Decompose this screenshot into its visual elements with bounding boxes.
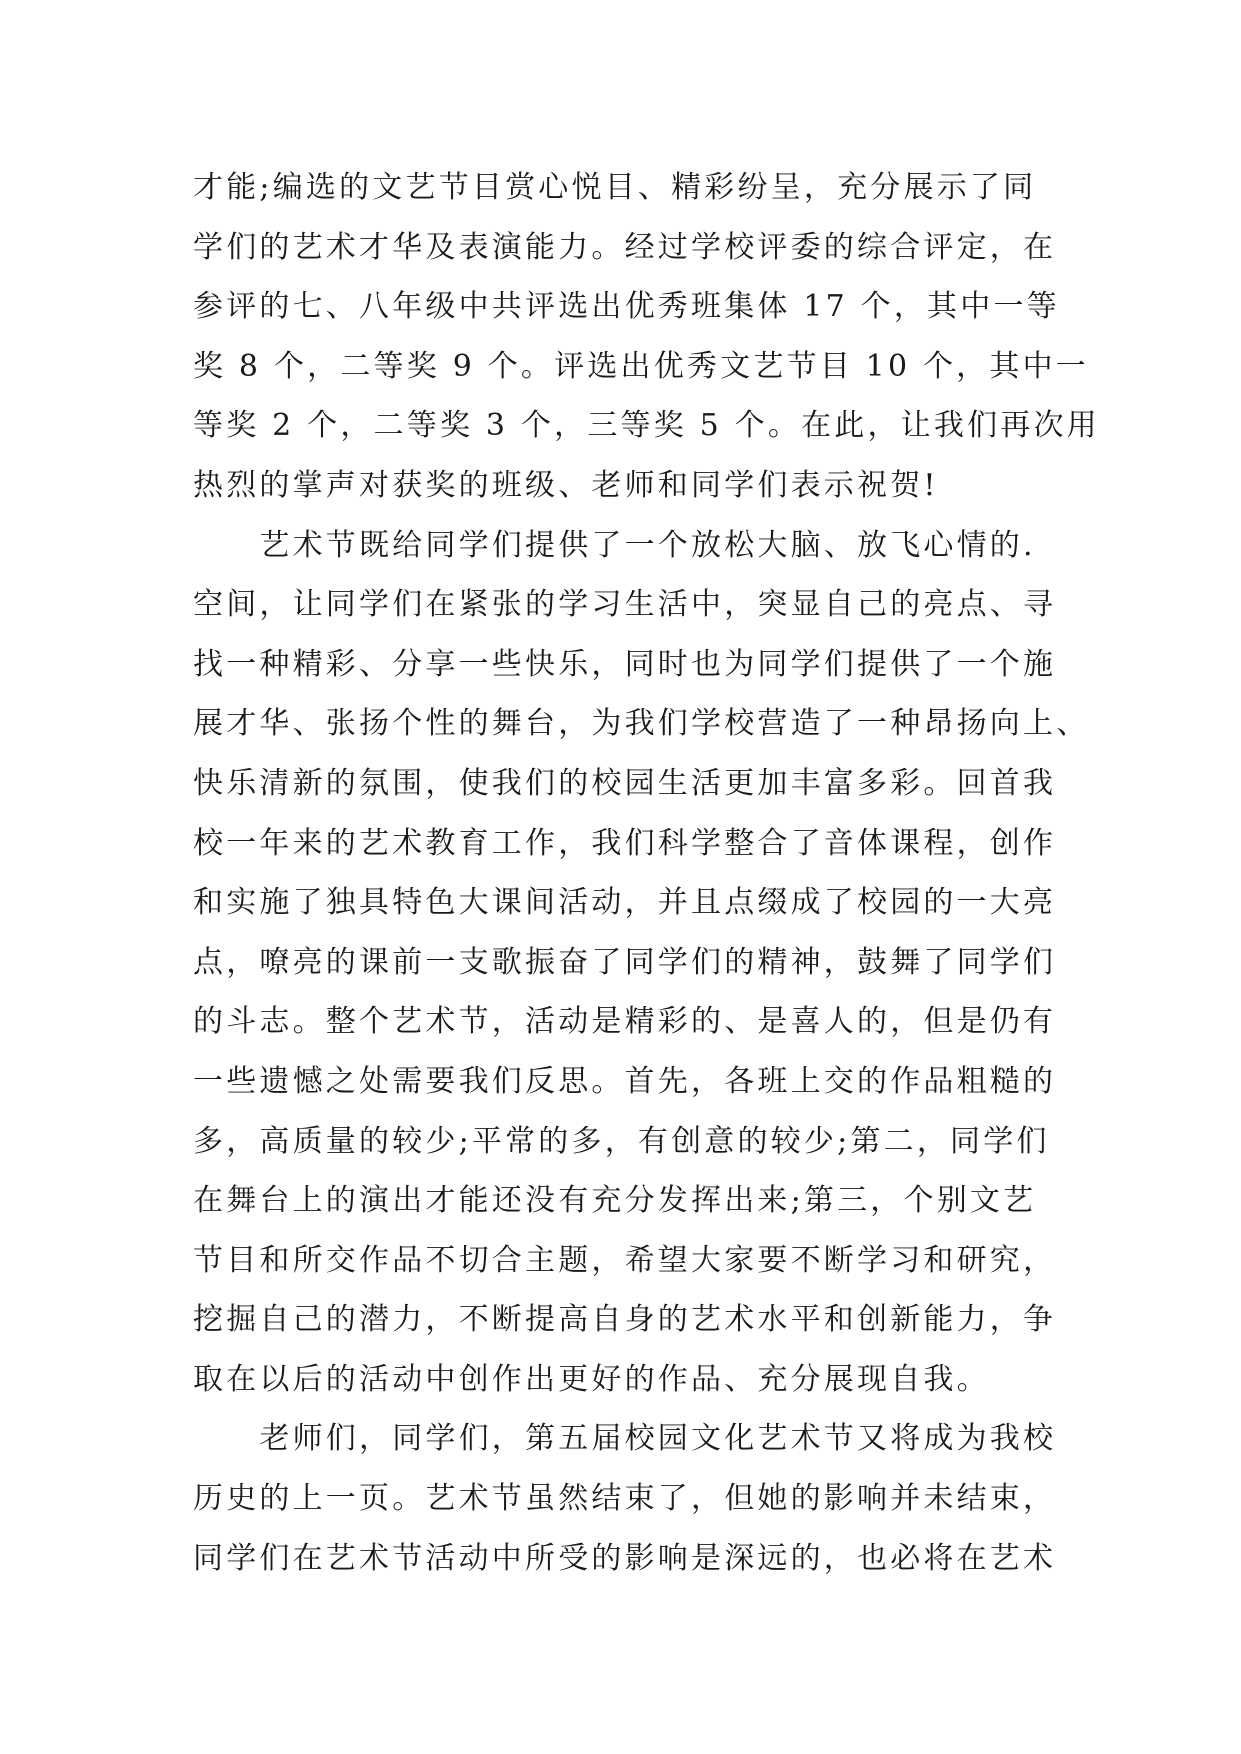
paragraph-2 (193, 516, 1090, 1410)
text-line: 取在以后的活动中创作出更好的作品、充分展现自我。 (193, 1361, 990, 1397)
text-line: 节目和所交作品不切合主题，希望大家要不断学习和研究， (193, 1242, 1057, 1278)
text-line: 展才华、张扬个性的舞台，为我们学校营造了一种昂扬向上、 (193, 706, 1090, 742)
text-line: 老师们，同学们，第五届校园文化艺术节又将成为我校 (193, 1421, 1057, 1457)
text-line: 校一年来的艺术教育工作，我们科学整合了音体课程，创作 (193, 825, 1057, 861)
text-line: 参评的七、八年级中共评选出优秀班集体 17 个，其中一等 (193, 289, 1060, 325)
text-line: 一些遗憾之处需要我们反思。首先，各班上交的作品粗糙的 (193, 1063, 1057, 1099)
text-line: 挖掘自己的潜力，不断提高自身的艺术水平和创新能力，争 (193, 1302, 1057, 1338)
text-line: 学们的艺术才华及表演能力。经过学校评委的综合评定，在 (193, 229, 1057, 265)
text-line: 找一种精彩、分享一些快乐，同时也为同学们提供了一个施 (193, 646, 1057, 682)
paragraph-3 (193, 1409, 1057, 1588)
text-line: 多，高质量的较少;平常的多，有创意的较少;第二，同学们 (193, 1123, 1050, 1159)
text-line: 同学们在艺术节活动中所受的影响是深远的，也必将在艺术 (193, 1540, 1057, 1576)
text-line: 在舞台上的演出才能还没有充分发挥出来;第三，个别文艺 (193, 1183, 1037, 1219)
text-line: 才能;编选的文艺节目赏心悦目、精彩纷呈，充分展示了同 (193, 170, 1037, 205)
text-line: 艺术节既给同学们提供了一个放松大脑、放飞心情的. (193, 527, 1036, 563)
text-line: 空间，让同学们在紧张的学习生活中，突显自己的亮点、寻 (193, 587, 1057, 623)
text-line: 和实施了独具特色大课间活动，并且点缀成了校园的一大亮 (193, 885, 1057, 921)
text-line: 等奖 2 个，二等奖 3 个，三等奖 5 个。在此，让我们再次用 (193, 408, 1100, 444)
text-line: 热烈的掌声对获奖的班级、老师和同学们表示祝贺! (193, 467, 939, 503)
text-line: 快乐清新的氛围，使我们的校园生活更加丰富多彩。回首我 (193, 765, 1057, 801)
text-line: 点，嘹亮的课前一支歌振奋了同学们的精神，鼓舞了同学们 (193, 944, 1057, 980)
text-line: 奖 8 个，二等奖 9 个。评选出优秀文艺节目 10 个，其中一 (193, 348, 1089, 384)
paragraph-1 (193, 158, 1100, 516)
document-body (193, 158, 1100, 1588)
text-line: 历史的上一页。艺术节虽然结束了，但她的影响并未结束， (193, 1481, 1057, 1517)
text-line: 的斗志。整个艺术节，活动是精彩的、是喜人的，但是仍有 (193, 1004, 1057, 1040)
